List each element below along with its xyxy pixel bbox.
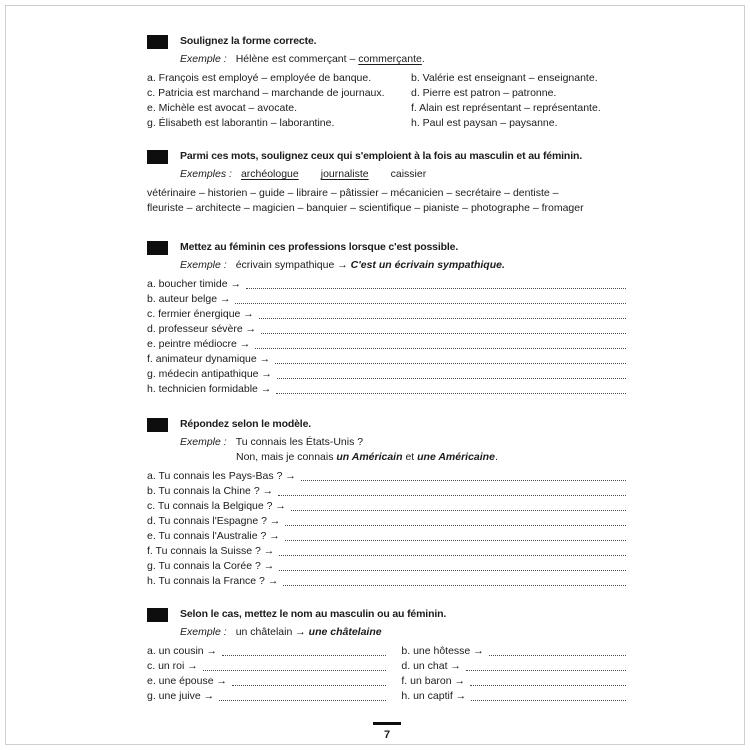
exercise-3-title: Mettez au féminin ces professions lorsque c'est possible. <box>180 241 459 253</box>
item-text: g. médecin antipathique → <box>147 368 272 380</box>
exercise-1-example <box>180 52 627 67</box>
answer-blank <box>471 700 626 701</box>
item-g: g. Élisabeth est laborantin – laborantine. <box>147 117 335 129</box>
exercise-2-example <box>180 167 627 182</box>
item-f <box>147 544 627 559</box>
example-label: Exemple : <box>180 259 227 271</box>
exercise-4-marker <box>147 418 168 432</box>
exercise-5-marker <box>147 608 168 622</box>
item-h: h. Paul est paysan – paysanne. <box>411 117 558 129</box>
answer-blank <box>275 363 626 364</box>
example-question: Tu connais les États-Unis ? <box>235 436 364 448</box>
exercise-3 <box>147 240 627 397</box>
item-c <box>147 499 627 514</box>
item-a <box>147 469 627 484</box>
answer-blank <box>277 378 626 379</box>
answer-bold-2: une Américaine <box>417 451 495 463</box>
item-text: a. boucher timide → <box>147 278 241 290</box>
answer-blank <box>489 655 626 656</box>
example-label: Exemple : <box>180 436 227 448</box>
exercise-1-left-column <box>147 71 411 131</box>
item-d <box>147 322 627 337</box>
exercise-1 <box>147 34 627 131</box>
answer-blank <box>301 480 626 481</box>
item-e <box>147 674 401 689</box>
item-a <box>147 277 627 292</box>
example-label: Exemple : <box>180 53 227 65</box>
answer-bold-1: un Américain <box>336 451 403 463</box>
answer-blank <box>222 655 386 656</box>
example-word-3: caissier <box>390 168 427 180</box>
item-text: d. professeur sévère → <box>147 323 257 335</box>
item-b <box>147 292 627 307</box>
exercise-1-items <box>147 71 627 131</box>
exercise-3-marker <box>147 241 168 255</box>
example-label: Exemples : <box>180 168 232 180</box>
example-underlined-word: commerçante <box>358 53 422 65</box>
item-text: a. Tu connais les Pays-Bas ? → <box>147 470 296 482</box>
item-b: b. Valérie est enseignant – enseignante. <box>411 72 598 84</box>
exercise-2-title: Parmi ces mots, soulignez ceux qui s'emploient à la fois au masculin et au féminin. <box>180 150 582 162</box>
item-text: b. une hôtesse → <box>401 645 484 657</box>
item-text: h. technicien formidable → <box>147 383 272 395</box>
exercise-4-title: Répondez selon le modèle. <box>180 418 312 430</box>
item-h <box>401 689 627 704</box>
answer-blank <box>219 700 386 701</box>
example-answer: une châtelaine <box>308 626 382 638</box>
answer-blank <box>291 510 626 511</box>
exercise-3-example <box>180 258 627 273</box>
exercise-5-items <box>147 644 627 704</box>
answer-blank <box>203 670 387 671</box>
item-g <box>147 367 627 382</box>
item-text: h. un captif → <box>401 690 467 702</box>
item-f: f. Alain est représentant – représentante. <box>411 102 601 114</box>
item-h <box>147 382 627 397</box>
exercise-1-right-column <box>411 71 627 131</box>
footer-rule <box>373 722 401 725</box>
page-footer <box>147 722 627 741</box>
item-e <box>147 529 627 544</box>
word-list-line-2: fleuriste – architecte – magicien – banquier – scientifique – pianiste – photographe – fromager <box>147 202 584 214</box>
item-text: b. Tu connais la Chine ? → <box>147 485 274 497</box>
example-prompt: un châtelain → <box>235 626 306 638</box>
item-c: c. Patricia est marchand – marchande de journaux. <box>147 87 385 99</box>
answer-blank <box>279 555 626 556</box>
item-e <box>147 337 627 352</box>
exercise-4 <box>147 417 627 589</box>
item-text: d. Tu connais l'Espagne ? → <box>147 515 281 527</box>
example-word-2: journaliste <box>320 168 369 180</box>
item-text: c. Tu connais la Belgique ? → <box>147 500 286 512</box>
item-d: d. Pierre est patron – patronne. <box>411 87 557 99</box>
exercise-5-title: Selon le cas, mettez le nom au masculin ou au féminin. <box>180 608 447 620</box>
item-text: b. auteur belge → <box>147 293 231 305</box>
item-d <box>147 514 627 529</box>
answer-post: . <box>494 451 498 463</box>
answer-blank <box>285 540 626 541</box>
example-end-text: . <box>421 53 425 65</box>
answer-blank <box>278 495 626 496</box>
exercise-1-title: Soulignez la forme correcte. <box>180 35 317 47</box>
item-a: a. François est employé – employée de banque. <box>147 72 372 84</box>
page-number: 7 <box>383 729 391 741</box>
item-text: e. une épouse → <box>147 675 227 687</box>
item-text: f. animateur dynamique → <box>147 353 271 365</box>
exercise-4-example-answer <box>236 450 627 465</box>
item-a <box>147 644 401 659</box>
exercise-1-marker <box>147 35 168 49</box>
answer-blank <box>232 685 386 686</box>
item-text: h. Tu connais la France ? → <box>147 575 279 587</box>
exercise-5-example <box>180 625 627 640</box>
answer-blank <box>466 670 626 671</box>
answer-blank <box>235 303 626 304</box>
item-f <box>147 352 627 367</box>
item-text: e. peintre médiocre → <box>147 338 251 350</box>
item-h <box>147 574 627 589</box>
item-text: f. un baron → <box>401 675 466 687</box>
word-list-line-1: vétérinaire – historien – guide – libraire – pâtissier – mécanicien – secrétaire – dentiste – <box>147 187 559 199</box>
example-pre-text: Hélène est commerçant – <box>235 53 359 65</box>
item-f <box>401 674 627 689</box>
answer-mid: et <box>402 451 418 463</box>
item-g <box>147 559 627 574</box>
exercise-2-marker <box>147 150 168 164</box>
exercise-4-example-question <box>180 435 627 450</box>
answer-blank <box>255 348 626 349</box>
exercise-2 <box>147 149 627 216</box>
item-text: f. Tu connais la Suisse ? → <box>147 545 275 557</box>
item-b <box>147 484 627 499</box>
item-c <box>147 659 401 674</box>
answer-pre: Non, mais je connais <box>236 451 337 463</box>
answer-blank <box>283 585 626 586</box>
answer-blank <box>285 525 626 526</box>
item-text: d. un chat → <box>401 660 461 672</box>
item-b <box>401 644 627 659</box>
item-text: g. une juive → <box>147 690 215 702</box>
answer-blank <box>259 318 626 319</box>
exercise-5-left-column <box>147 644 401 704</box>
item-g <box>147 689 401 704</box>
item-text: g. Tu connais la Corée ? → <box>147 560 275 572</box>
item-text: c. un roi → <box>147 660 198 672</box>
example-prompt: écrivain sympathique → <box>235 259 348 271</box>
answer-blank <box>246 288 626 289</box>
example-label: Exemple : <box>180 626 227 638</box>
answer-blank <box>470 685 626 686</box>
exercise-5 <box>147 607 627 704</box>
answer-blank <box>276 393 626 394</box>
item-text: e. Tu connais l'Australie ? → <box>147 530 280 542</box>
item-text: c. fermier énergique → <box>147 308 254 320</box>
example-answer: C'est un écrivain sympathique. <box>350 259 505 271</box>
item-e: e. Michèle est avocat – avocate. <box>147 102 297 114</box>
example-word-1: archéologue <box>240 168 299 180</box>
item-c <box>147 307 627 322</box>
item-d <box>401 659 627 674</box>
exercise-5-right-column <box>401 644 627 704</box>
answer-blank <box>261 333 626 334</box>
item-text: a. un cousin → <box>147 645 218 657</box>
answer-blank <box>279 570 626 571</box>
